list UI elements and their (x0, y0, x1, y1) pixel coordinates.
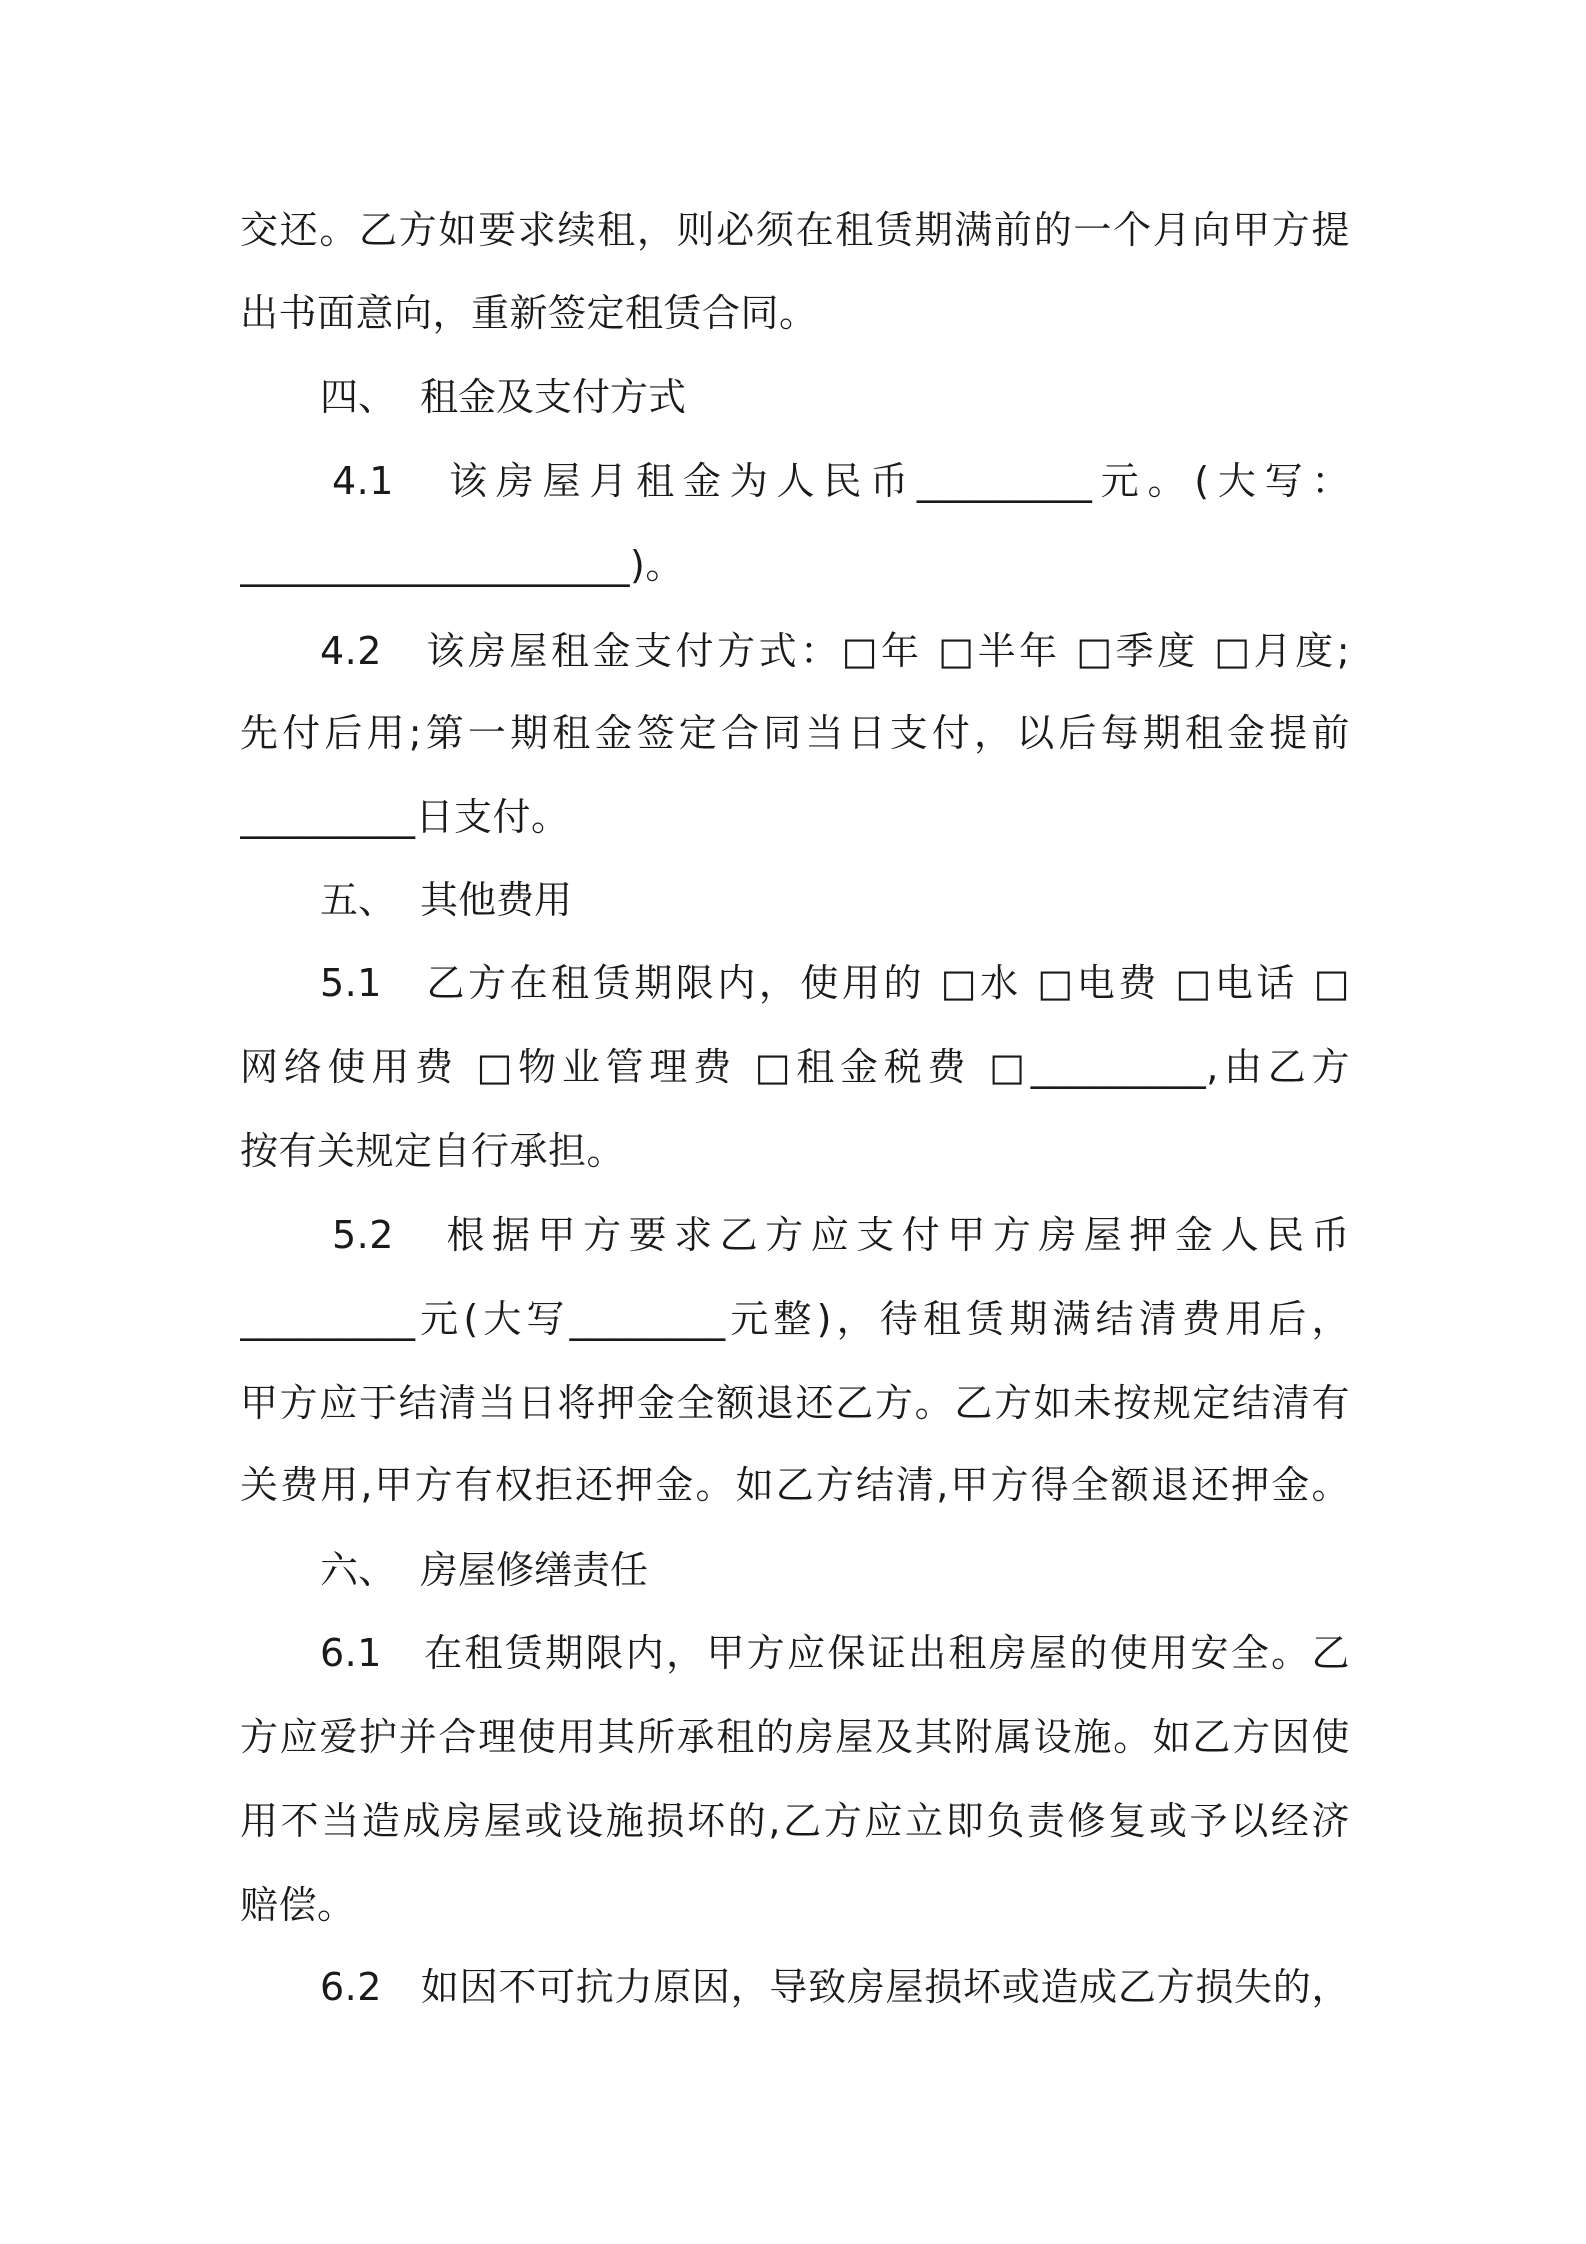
clause-5-1-line: 5.1 乙方在租赁期限内，使用的 □水 □电费 □电话 □ (320, 961, 1350, 1005)
section-number: 四、 (320, 375, 397, 419)
clause-4-2-line: _________日支付。 (240, 795, 570, 839)
section-title: 租金及支付方式 (420, 375, 687, 419)
clause-4-2-line: 先付后用;第一期租金签定合同当日支付，以后每期租金提前 (240, 711, 1350, 755)
clause-4-1-line: ____________________)。 (240, 543, 684, 587)
clause-5-1-line: 网络使用费 □物业管理费 □租金税费 □_________,由乙方 (240, 1045, 1350, 1089)
clause-5-2-line: _________元(大写________元整)，待租赁期满结清费用后， (240, 1297, 1350, 1341)
clause-5-2-line: 5.2 根据甲方要求乙方应支付甲方房屋押金人民币 (332, 1213, 1350, 1257)
clause-6-1-line: 方应爱护并合理使用其所承租的房屋及其附属设施。如乙方因使 (240, 1715, 1350, 1759)
paragraph-line: 交还。乙方如要求续租，则必须在租赁期满前的一个月向甲方提 (240, 208, 1350, 252)
clause-6-1-line: 6.1 在租赁期限内，甲方应保证出租房屋的使用安全。乙 (320, 1631, 1350, 1675)
clause-5-2-line: 甲方应于结清当日将押金全额退还乙方。乙方如未按规定结清有 (240, 1381, 1350, 1425)
clause-6-2-line: 6.2 如因不可抗力原因，导致房屋损坏或造成乙方损失的， (320, 1965, 1350, 2009)
clause-4-1-line: 4.1 该房屋月租金为人民币_________元。(大写： (332, 459, 1350, 503)
clause-5-1-line: 按有关规定自行承担。 (240, 1129, 626, 1173)
section-heading-4 (320, 372, 686, 422)
section-heading-6 (320, 1545, 648, 1595)
section-number: 五、 (320, 878, 397, 922)
clause-6-1-line: 赔偿。 (240, 1883, 356, 1927)
clause-4-2-line: 4.2 该房屋租金支付方式：□年 □半年 □季度 □月度; (320, 629, 1350, 673)
section-title: 房屋修缮责任 (420, 1548, 649, 1592)
section-number: 六、 (320, 1548, 397, 1592)
paragraph-line: 出书面意向，重新签定租赁合同。 (240, 291, 818, 335)
clause-6-1-line: 用不当造成房屋或设施损坏的,乙方应立即负责修复或予以经济 (240, 1799, 1350, 1843)
clause-5-2-line: 关费用,甲方有权拒还押金。如乙方结清,甲方得全额退还押金。 (240, 1463, 1350, 1507)
section-title: 其他费用 (420, 878, 573, 922)
section-heading-5 (320, 875, 572, 925)
